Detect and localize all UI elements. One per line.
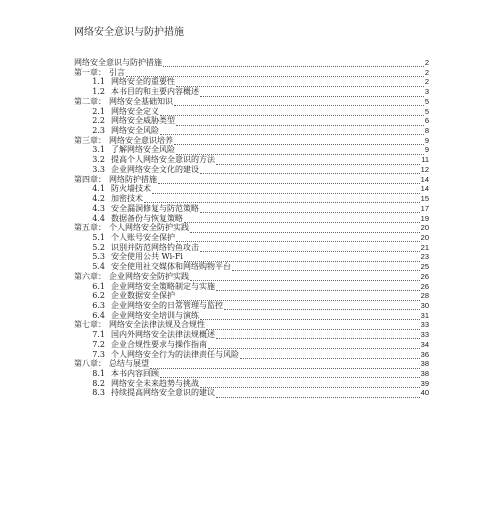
toc-entry-page-number: 8 xyxy=(424,126,429,136)
dot-leader xyxy=(240,352,420,359)
dot-leader xyxy=(176,235,420,242)
toc-entry-number: 4.2 xyxy=(92,194,105,204)
toc-entry[interactable] xyxy=(74,282,429,292)
toc-entry-number: 第一章： xyxy=(74,67,106,77)
dot-leader xyxy=(176,148,424,155)
toc-entry[interactable] xyxy=(74,350,429,360)
toc-entry-page-number: 39 xyxy=(420,378,429,388)
toc-entry-page-number: 2 xyxy=(424,58,429,67)
toc-entry[interactable] xyxy=(74,68,429,78)
dot-leader xyxy=(206,323,420,330)
toc-entry-page-number: 26 xyxy=(420,271,429,281)
toc-entry-number: 3.1 xyxy=(92,145,105,155)
toc-entry-page-number: 34 xyxy=(420,339,429,349)
dot-leader xyxy=(150,362,420,369)
toc-entry-number: 第三章： xyxy=(74,135,106,145)
dot-leader xyxy=(200,206,420,213)
toc-entry-page-number: 20 xyxy=(420,232,429,242)
toc-entry-label: 了解网络安全风险 xyxy=(111,145,175,155)
toc-entry[interactable] xyxy=(74,184,429,194)
toc-entry-number: 7.1 xyxy=(92,330,105,340)
toc-entry-page-number: 15 xyxy=(420,194,429,204)
toc-entry-number: 3.2 xyxy=(92,155,105,165)
toc-entry-label: 网络安全法律法规及合规性 xyxy=(109,320,205,330)
toc-entry-page-number: 9 xyxy=(424,135,429,145)
toc-entry-page-number: 9 xyxy=(424,145,429,155)
toc-entry-number: 5.2 xyxy=(92,242,105,252)
toc-entry[interactable] xyxy=(74,369,429,379)
toc-entry[interactable] xyxy=(74,243,429,253)
toc-entry-number: 8.1 xyxy=(92,369,105,378)
dot-leader xyxy=(176,80,424,87)
toc-entry-label: 防火墙技术 xyxy=(111,184,151,194)
toc-entry-page-number: 2 xyxy=(424,67,429,77)
toc-entry-label: 网络安全威胁类型 xyxy=(111,116,175,126)
toc-entry-number: 7.2 xyxy=(92,339,105,349)
toc-entry-label: 网络安全未来趋势与挑战 xyxy=(111,378,199,388)
toc-entry-label: 持续提高网络安全意识的建议 xyxy=(111,388,215,398)
toc-entry-number: 第八章： xyxy=(74,359,106,369)
toc-entry-label: 安全漏洞修复与防范策略 xyxy=(111,203,199,213)
toc-entry-number: 5.4 xyxy=(92,262,105,272)
toc-entry[interactable] xyxy=(74,58,429,68)
toc-entry-number: 第四章： xyxy=(74,174,106,184)
dot-leader xyxy=(200,167,420,174)
toc-entry[interactable] xyxy=(74,320,429,330)
toc-entry[interactable] xyxy=(74,107,429,117)
toc-entry-number: 4.3 xyxy=(92,203,105,213)
toc-entry-label: 个人账号安全保护 xyxy=(111,232,175,242)
dot-leader xyxy=(176,119,424,126)
toc-entry-label: 企业合规性要求与操作指南 xyxy=(111,339,207,349)
toc-entry-label: 个人网络安全防护实践 xyxy=(109,223,189,233)
dot-leader xyxy=(126,70,424,77)
toc-entry-label: 加密技术 xyxy=(111,194,143,204)
dot-leader xyxy=(190,226,420,233)
toc-entry-number: 5.1 xyxy=(92,232,105,242)
toc-entry-number: 1.1 xyxy=(92,77,105,87)
toc-entry[interactable] xyxy=(74,359,429,369)
toc-entry-label: 网络防护措施 xyxy=(109,174,157,184)
toc-entry-page-number: 31 xyxy=(420,310,429,320)
toc-entry-label: 国内外网络安全法律法规概述 xyxy=(111,330,215,340)
toc-entry-number: 第二章： xyxy=(74,96,106,106)
toc-entry[interactable] xyxy=(74,165,429,175)
toc-entry[interactable] xyxy=(74,155,429,165)
dot-leader xyxy=(200,381,420,388)
dot-leader xyxy=(160,371,420,378)
toc-entry-page-number: 5 xyxy=(424,96,429,106)
dot-leader xyxy=(224,303,420,310)
toc-entry-label: 提高个人网络安全意识的方法 xyxy=(111,155,215,165)
toc-entry-page-number: 14 xyxy=(420,184,429,194)
dot-leader xyxy=(190,274,420,281)
toc-entry-label: 企业网络安全防护实践 xyxy=(109,271,189,281)
toc-entry-label: 网络安全意识与防护措施 xyxy=(74,58,162,67)
dot-leader xyxy=(158,177,420,184)
toc-entry-number: 3.3 xyxy=(92,164,105,174)
toc-entry-number: 6.2 xyxy=(92,291,105,301)
toc-entry-number: 第六章： xyxy=(74,271,106,281)
toc-entry-page-number: 14 xyxy=(420,174,429,184)
toc-entry[interactable] xyxy=(74,126,429,136)
toc-entry-page-number: 25 xyxy=(420,262,429,272)
toc-entry-page-number: 21 xyxy=(420,242,429,252)
toc-entry[interactable] xyxy=(74,272,429,282)
toc-entry[interactable] xyxy=(74,77,429,87)
toc-entry[interactable] xyxy=(74,87,429,97)
toc-entry-number: 4.4 xyxy=(92,213,105,223)
dot-leader xyxy=(160,128,424,135)
toc-entry-label: 企业网络安全策略制定与实施 xyxy=(111,281,215,291)
toc-entry-number: 2.3 xyxy=(92,126,105,136)
toc-entry-label: 网络安全风险 xyxy=(111,126,159,136)
toc-entry[interactable] xyxy=(74,291,429,301)
toc-entry[interactable] xyxy=(74,388,429,398)
toc-entry-page-number: 6 xyxy=(424,116,429,126)
toc-entry-label: 本书目的和主要内容概述 xyxy=(111,87,199,97)
toc-entry-page-number: 23 xyxy=(420,252,429,262)
toc-entry-page-number: 40 xyxy=(420,388,429,398)
dot-leader xyxy=(152,187,420,194)
toc-entry-page-number: 33 xyxy=(420,330,429,340)
toc-entry-number: 2.1 xyxy=(92,106,105,116)
dot-leader xyxy=(176,294,420,301)
toc-entry[interactable] xyxy=(74,252,429,262)
toc-entry[interactable] xyxy=(74,379,429,389)
toc-entry-label: 企业网络安全文化的建设 xyxy=(111,164,199,174)
toc-entry[interactable] xyxy=(74,145,429,155)
toc-entry-number: 4.1 xyxy=(92,184,105,194)
dot-leader xyxy=(174,99,424,106)
toc-entry-label: 网络安全基础知识 xyxy=(109,96,173,106)
toc-entry-page-number: 20 xyxy=(420,223,429,233)
toc-entry-label: 安全使用公共 Wi-Fi xyxy=(111,252,183,262)
toc-entry-page-number: 12 xyxy=(420,164,429,174)
toc-entry-label: 本书内容回顾 xyxy=(111,369,159,378)
toc-entry-number: 6.4 xyxy=(92,310,105,320)
toc-entry[interactable] xyxy=(74,262,429,272)
toc-entry-page-number: 2 xyxy=(424,77,429,87)
toc-entry-label: 引言 xyxy=(109,67,125,77)
toc-entry-number: 1.2 xyxy=(92,87,105,97)
toc-entry-number: 5.3 xyxy=(92,252,105,262)
dot-leader xyxy=(232,264,420,271)
toc-entry-label: 网络安全定义 xyxy=(111,106,159,116)
toc-entry-page-number: 5 xyxy=(424,106,429,116)
toc-entry[interactable] xyxy=(74,330,429,340)
dot-leader xyxy=(184,216,420,223)
toc-entry-label: 安全使用社交媒体和网络购物平台 xyxy=(111,262,231,272)
toc-entry[interactable] xyxy=(74,233,429,243)
toc-entry-page-number: 3 xyxy=(424,87,429,97)
toc-entry-page-number: 38 xyxy=(420,369,429,378)
toc-entry-label: 个人网络安全行为的法律责任与风险 xyxy=(111,349,239,359)
toc-entry-number: 8.3 xyxy=(92,388,105,398)
toc-entry-page-number: 36 xyxy=(420,349,429,359)
toc-entry[interactable] xyxy=(74,301,429,311)
dot-leader xyxy=(160,109,424,116)
dot-leader xyxy=(216,332,420,339)
toc-entry-number: 6.3 xyxy=(92,300,105,310)
toc-entry[interactable] xyxy=(74,175,429,185)
dot-leader xyxy=(200,313,420,320)
dot-leader xyxy=(200,90,424,97)
toc-entry-number: 7.3 xyxy=(92,349,105,359)
toc-entry[interactable] xyxy=(74,311,429,321)
toc-entry[interactable] xyxy=(74,136,429,146)
toc-entry-label: 网络安全的重要性 xyxy=(111,77,175,87)
toc-entry-page-number: 33 xyxy=(420,320,429,330)
dot-leader xyxy=(163,60,424,67)
toc-entry[interactable] xyxy=(74,223,429,233)
toc-entry[interactable] xyxy=(74,116,429,126)
toc-entry-number: 8.2 xyxy=(92,378,105,388)
dot-leader xyxy=(184,255,420,262)
toc-entry-page-number: 30 xyxy=(420,300,429,310)
toc-entry-page-number: 38 xyxy=(420,359,429,369)
dot-leader xyxy=(174,138,424,145)
dot-leader xyxy=(216,284,420,291)
toc-entry-label: 企业网络安全的日常管理与监控 xyxy=(111,300,223,310)
toc-entry[interactable] xyxy=(74,204,429,214)
toc-entry-page-number: 11 xyxy=(421,155,429,165)
dot-leader xyxy=(144,196,420,203)
toc-entry-page-number: 26 xyxy=(420,281,429,291)
toc-entry[interactable] xyxy=(74,214,429,224)
toc-entry-label: 数据备份与恢复策略 xyxy=(111,213,183,223)
toc-entry-page-number: 17 xyxy=(420,203,429,213)
table-of-contents xyxy=(74,58,429,398)
toc-entry-page-number: 19 xyxy=(420,213,429,223)
toc-entry-label: 企业数据安全保护 xyxy=(111,291,175,301)
toc-entry[interactable] xyxy=(74,340,429,350)
toc-entry-label: 总结与展望 xyxy=(109,359,149,369)
dot-leader xyxy=(200,245,420,252)
toc-entry-page-number: 28 xyxy=(420,291,429,301)
toc-entry-number: 2.2 xyxy=(92,116,105,126)
toc-entry-label: 企业网络安全培训与演练 xyxy=(111,310,199,320)
toc-entry-label: 识别并防范网络钓鱼攻击 xyxy=(111,242,199,252)
toc-entry-label: 网络安全意识培养 xyxy=(109,135,173,145)
toc-entry[interactable] xyxy=(74,194,429,204)
document-title: 网络安全意识与防护措施 xyxy=(74,27,184,38)
toc-entry-number: 第七章： xyxy=(74,320,106,330)
toc-entry[interactable] xyxy=(74,97,429,107)
dot-leader xyxy=(208,342,420,349)
dot-leader xyxy=(216,158,420,165)
toc-entry-number: 第五章： xyxy=(74,223,106,233)
toc-entry-number: 6.1 xyxy=(92,281,105,291)
dot-leader xyxy=(216,391,420,398)
